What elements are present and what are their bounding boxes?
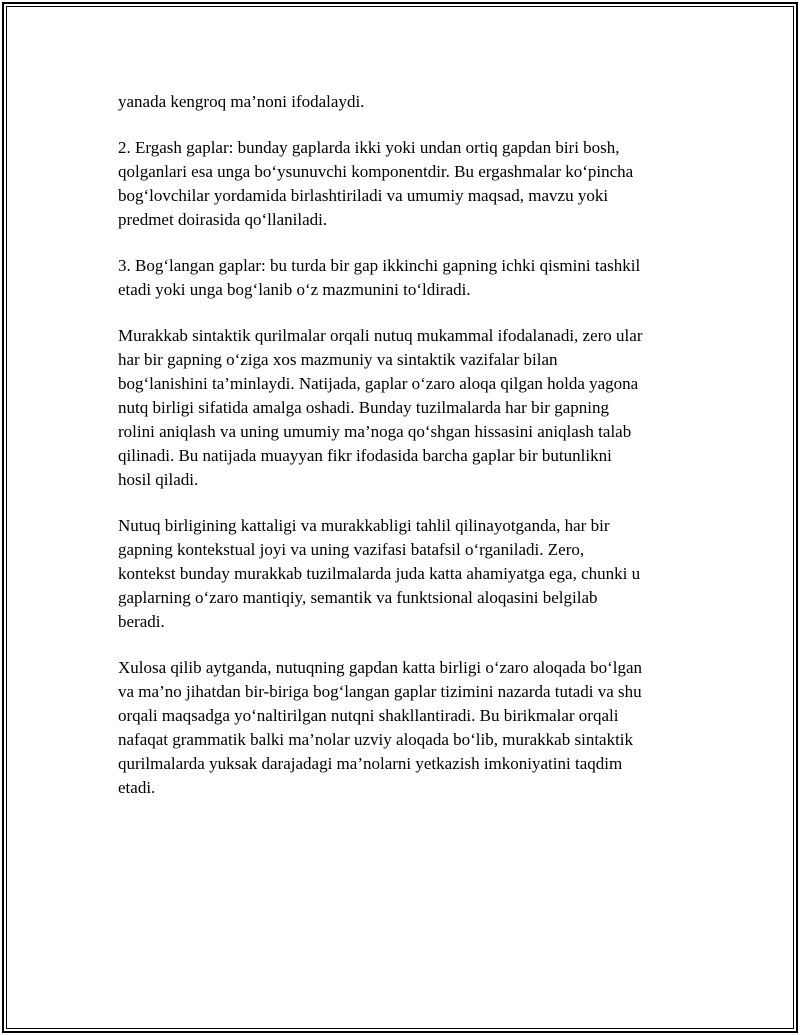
text-line: bog‘lanishini ta’minlaydi. Natijada, gaplar o‘zaro aloqa qilgan holda yagona xyxy=(118,374,639,393)
text-line: predmet doirasida qo‘llaniladi. xyxy=(118,210,328,229)
text-line: va ma’no jihatdan bir-biriga bog‘langan gaplar tizimini nazarda tutadi va shu xyxy=(118,682,642,701)
text-line: orqali maqsadga yo‘naltirilgan nutqni shakllantiradi. Bu birikmalar orqali xyxy=(118,706,619,725)
paragraph-continuation xyxy=(118,90,684,114)
text-line: qilinadi. Bu natijada muayyan fikr ifodasida barcha gaplar bir butunlikni xyxy=(118,446,612,465)
text-line: nafaqat grammatik balki ma’nolar uzviy aloqada bo‘lib, murakkab sintaktik xyxy=(118,730,634,749)
text-line: beradi. xyxy=(118,612,165,631)
text-line: gaplarning o‘zaro mantiqiy, semantik va funktsional aloqasini belgilab xyxy=(118,588,598,607)
text-line: kontekst bunday murakkab tuzilmalarda juda katta ahamiyatga ega, chunki u xyxy=(118,564,641,583)
text-line: hosil qiladi. xyxy=(118,470,199,489)
text-line: 3. Bog‘langan gaplar: bu turda bir gap ikkinchi gapning ichki qismini tashkil xyxy=(118,256,641,275)
text-line: gapning kontekstual joyi va uning vazifasi batafsil o‘rganiladi. Zero, xyxy=(118,540,585,559)
text-line: etadi. xyxy=(118,778,156,797)
text-line: qurilmalarda yuksak darajadagi ma’nolarni yetkazish imkoniyatini taqdim xyxy=(118,754,623,773)
text-line: Xulosa qilib aytganda, nutuqning gapdan katta birligi o‘zaro aloqada bo‘lgan xyxy=(118,658,643,677)
text-line: Nutuq birligining kattaligi va murakkabligi tahlil qilinayotganda, har bir xyxy=(118,516,610,535)
text-line: Murakkab sintaktik qurilmalar orqali nutuq mukammal ifodalanadi, zero ular xyxy=(118,326,643,345)
text-line: yanada kengroq ma’noni ifodalaydi. xyxy=(118,92,365,111)
text-line: rolini aniqlash va uning umumiy ma’noga qo‘shgan hissasini aniqlash talab xyxy=(118,422,632,441)
text-line: har bir gapning o‘ziga xos mazmuniy va sintaktik vazifalar bilan xyxy=(118,350,558,369)
paragraph-nutuq-birligi xyxy=(118,514,684,634)
text-line: bog‘lovchilar yordamida birlashtiriladi va umumiy maqsad, mavzu yoki xyxy=(118,186,609,205)
text-line: nutq birligi sifatida amalga oshadi. Bunday tuzilmalarda har bir gapning xyxy=(118,398,609,417)
paragraph-boglangan-gaplar xyxy=(118,254,684,302)
text-line: etadi yoki unga bog‘lanib o‘z mazmunini to‘ldiradi. xyxy=(118,280,471,299)
document-body xyxy=(118,90,684,822)
paragraph-xulosa xyxy=(118,656,684,800)
paragraph-ergash-gaplar xyxy=(118,136,684,232)
text-line: 2. Ergash gaplar: bunday gaplarda ikki yoki undan ortiq gapdan biri bosh, xyxy=(118,138,620,157)
paragraph-murakkab-sintaktik xyxy=(118,324,684,492)
text-line: qolganlari esa unga bo‘ysunuvchi komponentdir. Bu ergashmalar ko‘pincha xyxy=(118,162,634,181)
